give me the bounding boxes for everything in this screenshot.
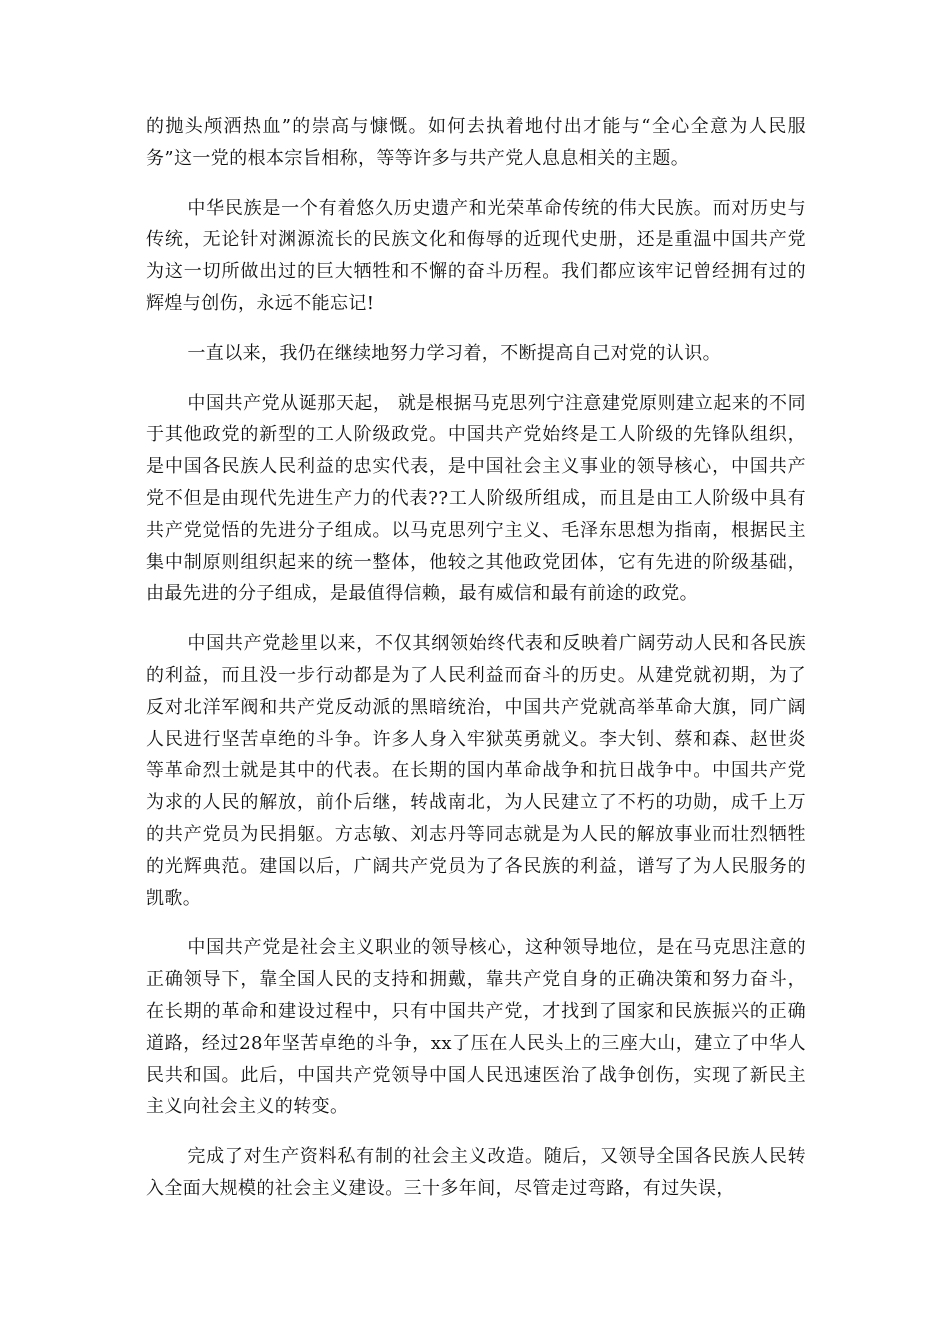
paragraph-4: 中国共产党从诞那天起， 就是根据马克思列宁注意建党原则建立起来的不同于其他政党的新型的工人阶级政党。中国共产党始终是工人阶级的先锋队组织，是中国各民族人民利益的忠实代表，是中国社会主义事业的领导核心，中国共产党不但是由现代先进生产力的代表??工人阶级所组成，而且是由工人阶级中具有共产党觉悟的先进分子组成。以马克思列宁主义、毛泽东思想为指南，根据民主集中制原则组织起来的统一整体，他较之其他政党团体，它有先进的阶级基础，由最先进的分子组成，是最值得信赖，最有威信和最有前途的政党。	[146, 392, 806, 605]
paragraph-2: 中华民族是一个有着悠久历史遗产和光荣革命传统的伟大民族。而对历史与传统，无论针对渊源流长的民族文化和侮辱的近现代史册，还是重温中国共产党为这一切所做出过的巨大牺牲和不懈的奋斗历程。我们都应该牢记曾经拥有过的辉煌与创伤，永远不能忘记!	[146, 197, 806, 314]
paragraph-7: 完成了对生产资料私有制的社会主义改造。随后，又领导全国各民族人民转入全面大规模的社会主义建设。三十多年间，尽管走过弯路，有过失误，	[146, 1146, 806, 1199]
paragraph-6: 中国共产党是社会主义职业的领导核心，这种领导地位，是在马克思注意的正确领导下，靠全国人民的支持和拥戴，靠共产党自身的正确决策和努力奋斗，在长期的革命和建设过程中，只有中国共产党，才找到了国家和民族振兴的正确道路，经过28年坚苦卓绝的斗争，xx了压在人民头上的三座大山，建立了中华人民共和国。此后，中国共产党领导中国人民迅速医治了战争创伤，实现了新民主主义向社会主义的转变。	[146, 937, 806, 1118]
paragraph-3: 一直以来，我仍在继续地努力学习着，不断提高自己对党的认识。	[187, 342, 721, 364]
paragraph-1: 的抛头颅洒热血”的崇高与慷慨。如何去执着地付出才能与“全心全意为人民服务”这一党的根本宗旨相称，等等许多与共产党人息息相关的主题。	[146, 116, 806, 169]
paragraph-5: 中国共产党趁里以来，不仅其纲领始终代表和反映着广阔劳动人民和各民族的利益，而且没一步行动都是为了人民利益而奋斗的历史。从建党就初期，为了反对北洋军阀和共产党反动派的黑暗统治，中国共产党就高举革命大旗，同广阔人民进行坚苦卓绝的斗争。许多人身入牢狱英勇就义。李大钊、蔡和森、赵世炎等革命烈士就是其中的代表。在长期的国内革命战争和抗日战争中。中国共产党为求的人民的解放，前仆后继，转战南北，为人民建立了不朽的功勋，成千上万的共产党员为民捐躯。方志敏、刘志丹等同志就是为人民的解放事业而壮烈牺牲的光辉典范。建国以后，广阔共产党员为了各民族的利益，谱写了为人民服务的凯歌。	[146, 633, 806, 909]
document-body	[146, 111, 806, 1223]
